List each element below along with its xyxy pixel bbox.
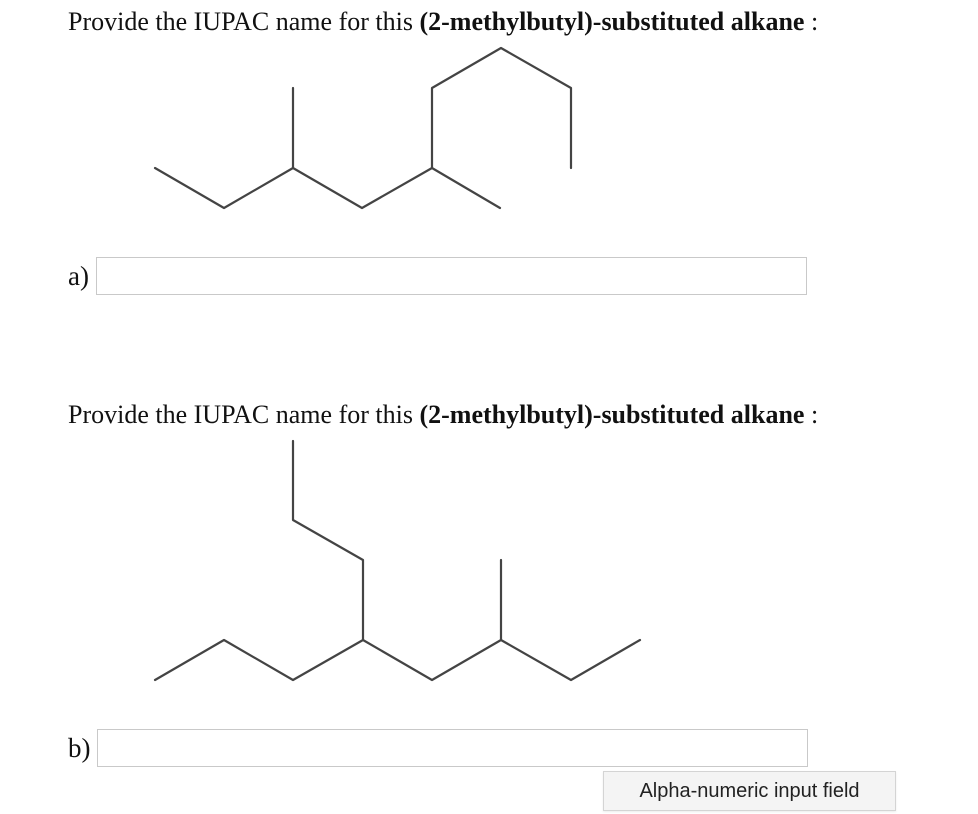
molecule-b-propyl-branch [293, 441, 363, 640]
prompt-text: Provide the IUPAC name for this [68, 400, 420, 429]
answer-input-b[interactable] [97, 729, 808, 767]
answer-label-b: b) [68, 733, 91, 763]
molecule-b-main-chain [155, 640, 640, 680]
input-tooltip: Alpha-numeric input field [603, 771, 896, 811]
prompt-text: Provide the IUPAC name for this [68, 7, 420, 36]
answer-label-a: a) [68, 261, 89, 291]
prompt-suffix: : [804, 7, 819, 36]
prompt-suffix: : [804, 400, 819, 429]
prompt-bold-text: (2-methylbutyl)-substituted alkane [419, 400, 805, 429]
prompt-bold-text: (2-methylbutyl)-substituted alkane [419, 7, 805, 36]
